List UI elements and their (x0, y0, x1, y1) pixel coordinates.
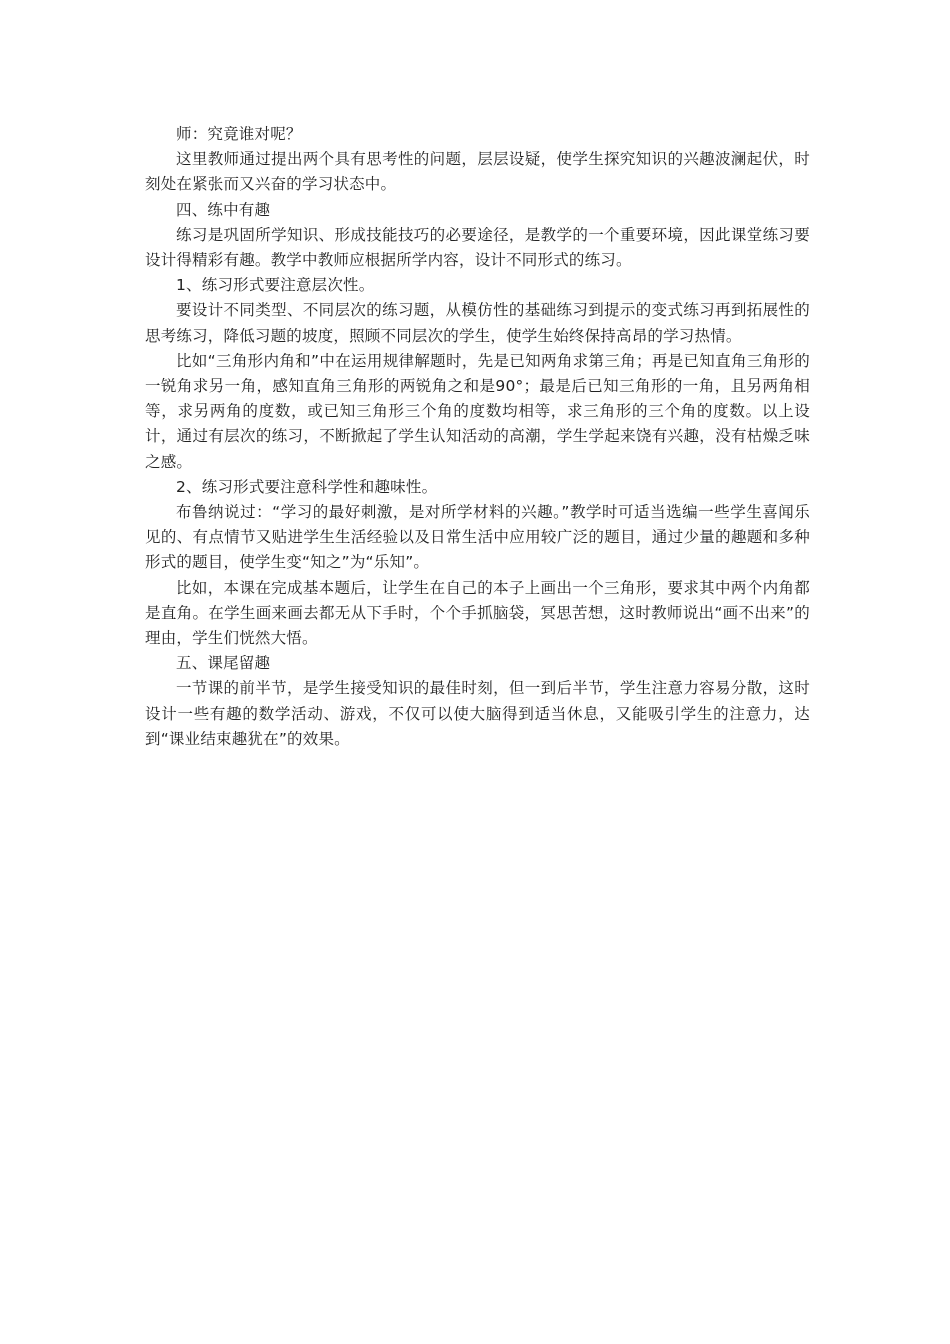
body-paragraph: 练习是巩固所学知识、形成技能技巧的必要途径，是教学的一个重要环境，因此课堂练习要设计得精彩有趣。教学中教师应根据所学内容，设计不同形式的练习。 (145, 225, 810, 270)
document-page (145, 122, 810, 752)
section-heading-5: 五、课尾留趣 (176, 654, 271, 673)
subheading-1: 1、练习形式要注意层次性。 (176, 276, 375, 295)
body-paragraph: 这里教师通过提出两个具有思考性的问题，层层设疑，使学生探究知识的兴趣波澜起伏，时刻处在紧张而又兴奋的学习状态中。 (145, 150, 810, 194)
section-heading-4: 四、练中有趣 (176, 200, 271, 219)
subheading-2: 2、练习形式要注意科学性和趣味性。 (176, 477, 438, 496)
body-paragraph: 布鲁纳说过：“学习的最好刺激，是对所学材料的兴趣。”教学时可适当选编一些学生喜闻乐见的、有点情节又贴进学生生活经验以及日常生活中应用较广泛的题目，通过少量的趣题和多种形式的题目，使学生变“知之”为“乐知”。 (145, 503, 810, 572)
dialogue-line: 师：究竟谁对呢？ (176, 125, 302, 143)
body-paragraph: 比如“三角形内角和”中在运用规律解题时，先是已知两角求第三角；再是已知直角三角形的一锐角求另一角，感知直角三角形的两锐角之和是90°；最是后已知三角形的一角，且另两角相等，求另两角的度数，或已知三角形三个角的度数均相等，求三角形的三个角的度数。以上设计，通过有层次的练习，不断掀起了学生认知活动的高潮，学生学起来饶有兴趣，没有枯燥乏味之感。 (145, 351, 810, 471)
body-paragraph: 要设计不同类型、不同层次的练习题，从模仿性的基础练习到提示的变式练习再到拓展性的思考练习，降低习题的坡度，照顾不同层次的学生，使学生始终保持高昂的学习热情。 (145, 301, 810, 345)
body-paragraph: 比如，本课在完成基本题后，让学生在自己的本子上画出一个三角形，要求其中两个内角都是直角。在学生画来画去都无从下手时，个个手抓脑袋，冥思苦想，这时教师说出“画不出来”的理由，学生们恍然大悟。 (145, 578, 810, 648)
body-paragraph: 一节课的前半节，是学生接受知识的最佳时刻，但一到后半节，学生注意力容易分散，这时设计一些有趣的数学活动、游戏，不仅可以使大脑得到适当休息，又能吸引学生的注意力，达到“课业结束趣犹在”的效果。 (145, 679, 810, 748)
